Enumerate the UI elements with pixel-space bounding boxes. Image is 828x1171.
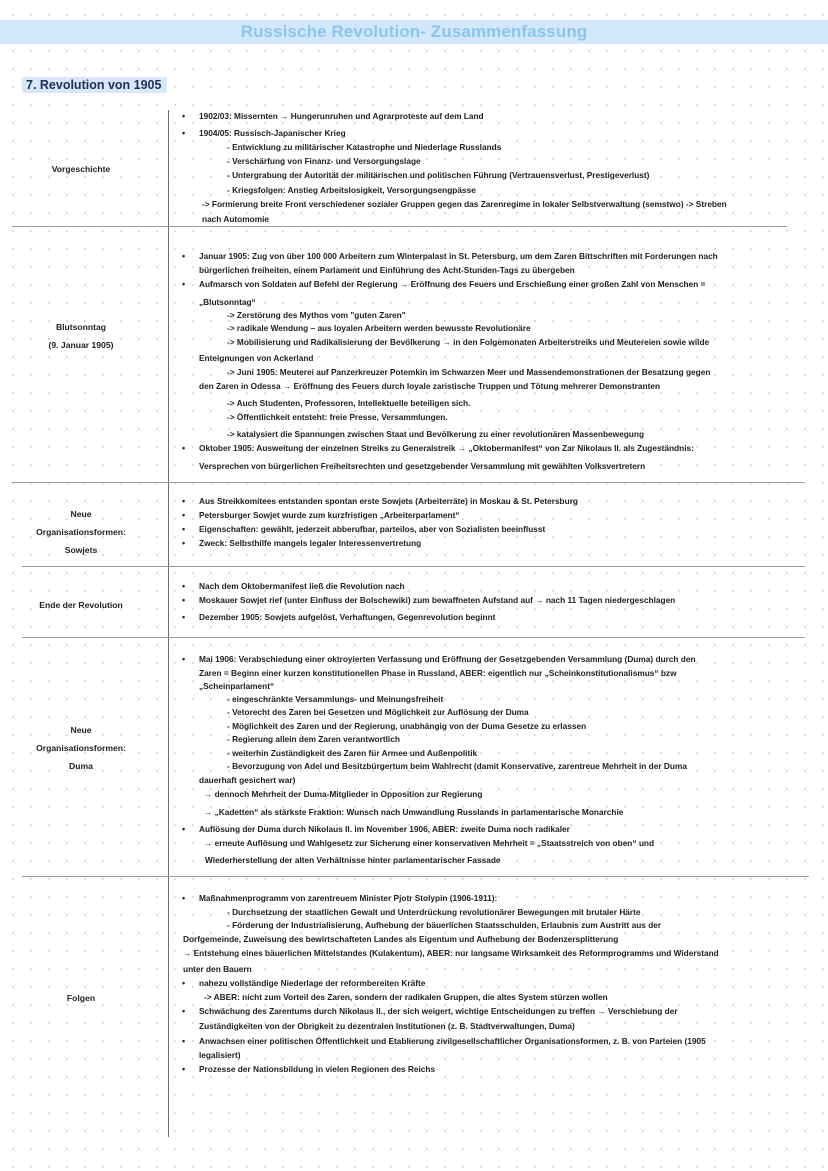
- bullet-point: • Oktober 1905: Ausweitung der einzelnen Streiks zu Generalstreik → „Oktobermanifest“ von Zar Nikolaus II. als Zugeständnis:: [199, 442, 694, 454]
- text-line: - Durchsetzung der staatlichen Gewalt und Unterdrückung revolutionärer Bewegungen mit brutaler Härte: [227, 907, 641, 917]
- text-line: - Verschärfung von Finanz- und Versorgungslage: [227, 156, 421, 166]
- text-line: unter den Bauern: [183, 964, 252, 974]
- text-line: nach Automomie: [202, 214, 269, 224]
- text-line: -> Zerstörung des Mythos vom "guten Zaren": [227, 310, 406, 320]
- row-divider: [12, 226, 787, 227]
- text-line: → Entstehung eines bäuerlichen Mittelstandes (Kulakentum), ABER: nur langsame Wirksamkeit des Reformprogramms und Widerstand: [183, 948, 719, 958]
- bullet-point: • Petersburger Sowjet wurde zum kurzfristigen „Arbeiterparlament“: [199, 509, 460, 521]
- text-line: „Scheinparlament“: [199, 681, 275, 691]
- text-line: - Kriegsfolgen: Anstieg Arbeitslosigkeit, Versorgungsengpässe: [227, 185, 476, 195]
- section-label: [6, 989, 156, 1007]
- section-label: [6, 160, 156, 178]
- section-heading: 7. Revolution von 1905: [22, 77, 167, 93]
- section-label-line: (9. Januar 1905): [48, 340, 114, 350]
- text-line: Zaren = Beginn einer kurzen konstitutionellen Phase in Russland, ABER: eigentlich nur „Scheinkonstitutionalismus“ bzw: [199, 668, 677, 678]
- text-line: -> Öffentlichkeit entsteht: freie Presse, Versammlungen.: [227, 412, 448, 422]
- bullet-point: • Maßnahmenprogramm von zarentreuem Minister Pjotr Stolypin (1906-1911):: [199, 892, 497, 904]
- section-label-line: Duma: [69, 761, 93, 771]
- section-label-line: Neue: [70, 509, 92, 519]
- row-divider: [22, 876, 809, 877]
- section-label-line: Organisationsformen:: [36, 743, 126, 753]
- text-line: - eingeschränkte Versammlungs- und Meinungsfreiheit: [227, 694, 444, 704]
- text-line: -> Mobilisierung und Radikalisierung der Bevölkerung → in den Folgemonaten Arbeiterstreiks und Meutereien sowie wilde: [227, 337, 710, 347]
- bullet-point: • Aus Streikkomitees entstanden spontan erste Sowjets (Arbeiterräte) in Moskau & St. Petersburg: [199, 495, 578, 507]
- section-label-line: Sowjets: [64, 545, 98, 555]
- section-label-line: Vorgeschichte: [51, 164, 111, 174]
- bullet-point: • Auflösung der Duma durch Nikolaus II. im November 1906, ABER: zweite Duma noch radikaler: [199, 823, 570, 835]
- text-line: -> Auch Studenten, Professoren, Intellektuelle beteiligen sich.: [227, 398, 471, 408]
- text-line: -> Juni 1905: Meuterei auf Panzerkreuzer Potemkin im Schwarzen Meer und Massendemonstrationen der Besatzung gegen: [227, 367, 711, 377]
- bullet-point: • Moskauer Sowjet rief (unter Einfluss der Bolschewiki) zum bewaffneten Aufstand auf → nach 11 Tagen niedergeschlagen: [199, 594, 675, 606]
- bullet-point: • 1902/03: Missernten → Hungerunruhen und Agrarproteste auf dem Land: [199, 110, 484, 122]
- bullet-point: • Januar 1905: Zug von über 100 000 Arbeitern zum Winterpalast in St. Petersburg, um dem Zaren Bittschriften mit Forderungen nach: [199, 250, 718, 262]
- bullet-point: • Nach dem Oktobermanifest ließ die Revolution nach: [199, 580, 405, 592]
- text-line: legalisiert): [199, 1050, 241, 1060]
- text-line: Zuständigkeiten von der Obrigkeit zu dezentralen Institutionen (z. B. Stadtverwaltungen, Duma): [199, 1021, 575, 1031]
- text-line: den Zaren in Odessa → Eröffnung des Feuers durch loyale zaristische Truppen und Tötung mehrerer Demonstranten: [199, 381, 661, 391]
- text-line: - weiterhin Zuständigkeit des Zaren für Armee und Außenpolitik: [227, 748, 478, 758]
- section-label: [6, 596, 156, 614]
- page-title: Russische Revolution- Zusammenfassung: [0, 20, 828, 44]
- text-line: -> radikale Wendung – aus loyalen Arbeitern werden bewusste Revolutionäre: [227, 323, 531, 333]
- text-line: Versprechen von bürgerlichen Freiheitsrechten und gesetzgebender Versammlung mit gewählten Volksvertretern: [199, 461, 646, 471]
- bullet-point: • Schwächung des Zarentums durch Nikolaus II., der sich weigert, wichtige Entscheidungen zu treffen → Verschiebung der: [199, 1005, 678, 1017]
- section-label: [6, 318, 156, 354]
- text-line: Dorfgemeinde, Zuweisung des bewirtschafteten Landes als Eigentum und Aufhebung der Bodenzersplitterung: [183, 934, 619, 944]
- text-line: → dennoch Mehrheit der Duma-Mitglieder in Opposition zur Regierung: [204, 789, 483, 799]
- bullet-point: • Eigenschaften: gewählt, jederzeit abberufbar, parteilos, aber von Sozialisten beeinflusst: [199, 523, 545, 535]
- text-line: - Bevorzugung von Adel und Besitzbürgertum beim Wahlrecht (damit Konservative, zarentreue Mehrheit in der Duma: [227, 761, 687, 771]
- text-line: → „Kadetten“ als stärkste Fraktion: Wunsch nach Umwandlung Russlands in parlamentarische Monarchie: [204, 807, 624, 817]
- section-label: [6, 721, 156, 775]
- bullet-point: • Aufmarsch von Soldaten auf Befehl der Regierung → Eröffnung des Feuers und Erschießung einer großen Zahl von Menschen =: [199, 278, 705, 290]
- row-divider: [22, 637, 805, 638]
- text-line: - Untergrabung der Autorität der militärischen und politischen Führung (Vertrauensverlust, Prestigeverlust): [227, 170, 650, 180]
- text-line: bürgerlichen freiheiten, einem Parlament und Einführung des Acht-Stunden-Tags zu übergeben: [199, 265, 575, 275]
- text-line: -> ABER: nicht zum Vorteil des Zaren, sondern der radikalen Gruppen, die altes System stürzen wollen: [204, 992, 608, 1002]
- text-line: -> katalysiert die Spannungen zwischen Staat und Bevölkerung zu einer revolutionären Massenbewegung: [227, 429, 645, 439]
- text-line: - Möglichkeit des Zaren und der Regierung, unabhängig von der Duma Gesetze zu erlassen: [227, 721, 587, 731]
- text-line: - Vetorecht des Zaren bei Gesetzen und Möglichkeit zur Auflösung der Duma: [227, 707, 529, 717]
- text-line: Wiederherstellung der alten Verhältnisse hinter parlamentarischer Fassade: [205, 855, 501, 865]
- text-line: dauerhaft gesichert war): [199, 775, 296, 785]
- bullet-point: • Prozesse der Nationsbildung in vielen Regionen des Reichs: [199, 1063, 435, 1075]
- bullet-point: • Zweck: Selbsthilfe mangels legaler Interessenvertretung: [199, 537, 421, 549]
- text-line: Enteignungen von Ackerland: [199, 353, 314, 363]
- bullet-point: • Dezember 1905: Sowjets aufgelöst, Verhaftungen, Gegenrevolution beginnt: [199, 611, 495, 623]
- column-divider: [168, 110, 169, 1137]
- row-divider: [22, 566, 805, 567]
- text-line: - Entwicklung zu militärischer Katastrophe und Niederlage Russlands: [227, 142, 502, 152]
- section-label-line: Organisationsformen:: [36, 527, 126, 537]
- text-line: -> Formierung breite Front verschiedener sozialer Gruppen gegen das Zarenregime in lokaler Selbstverwaltung (semstwo) -> Streben: [202, 199, 727, 209]
- section-label-line: Ende der Revolution: [39, 600, 123, 610]
- text-line: - Regierung allein dem Zaren verantwortlich: [227, 734, 400, 744]
- section-label-line: Neue: [70, 725, 92, 735]
- section-label-line: Folgen: [66, 993, 96, 1003]
- row-divider: [12, 482, 804, 483]
- section-label-line: Blutsonntag: [55, 322, 107, 332]
- text-line: „Blutsonntag“: [199, 297, 256, 307]
- bullet-point: • nahezu vollständige Niederlage der reformbereiten Kräfte: [199, 977, 425, 989]
- text-line: → erneute Auflösung und Wahlgesetz zur Sicherung einer konservativen Mehrheit = „Staatsstreich von oben“ und: [204, 838, 655, 848]
- bullet-point: • Anwachsen einer politischen Öffentlichkeit und Etablierung zivilgesellschaftlicher Organisationsformen, z. B. von Parteien (1905: [199, 1035, 706, 1047]
- bullet-point: • 1904/05: Russisch-Japanischer Krieg: [199, 127, 346, 139]
- section-label: [6, 505, 156, 559]
- bullet-point: • Mai 1906: Verabschiedung einer oktroyierten Verfassung und Eröffnung der Gesetzgebenden Versammlung (Duma) durch den: [199, 653, 696, 665]
- text-line: - Förderung der Industrialisierung, Aufhebung der bäuerlichen Staatsschulden, Erlaubnis zum Austritt aus der: [227, 920, 662, 930]
